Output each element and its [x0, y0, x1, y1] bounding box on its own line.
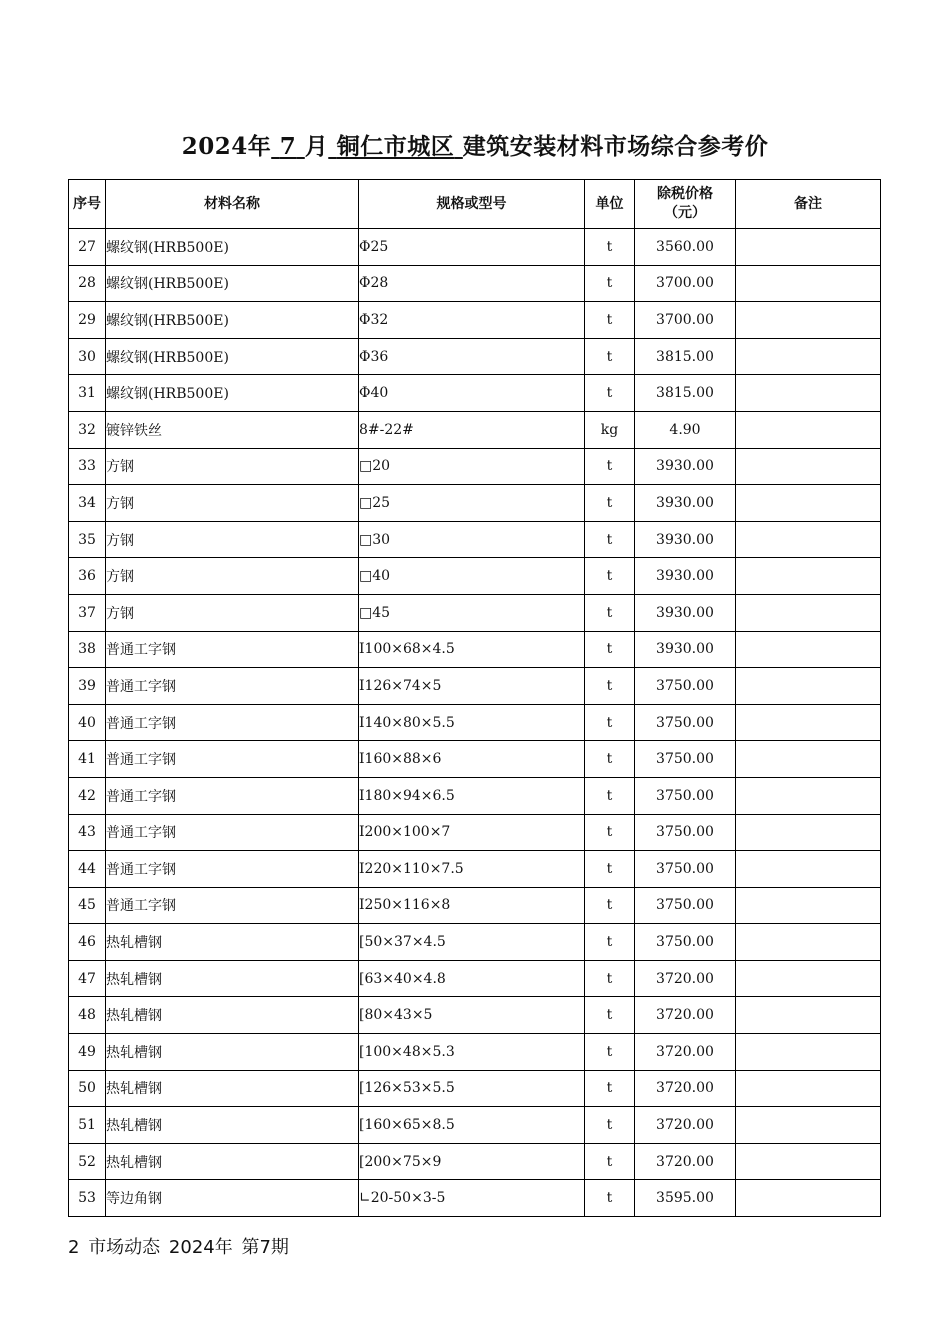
cell-name: 方钢 — [106, 558, 359, 595]
cell-unit: t — [585, 302, 635, 339]
cell-note — [736, 887, 881, 924]
table-row — [69, 741, 881, 778]
cell-name: 螺纹钢(HRB500E) — [106, 375, 359, 412]
page-footer — [68, 1233, 289, 1259]
cell-no: 36 — [69, 558, 106, 595]
cell-name: 热轧槽钢 — [106, 1107, 359, 1144]
cell-no: 45 — [69, 887, 106, 924]
cell-no: 28 — [69, 265, 106, 302]
cell-spec: I126×74×5 — [359, 668, 585, 705]
header-note: 备注 — [736, 180, 881, 229]
cell-price: 3750.00 — [635, 777, 736, 814]
header-name: 材料名称 — [106, 180, 359, 229]
cell-no: 53 — [69, 1180, 106, 1217]
cell-price: 3720.00 — [635, 960, 736, 997]
cell-price: 3750.00 — [635, 704, 736, 741]
cell-price: 3700.00 — [635, 265, 736, 302]
cell-note — [736, 704, 881, 741]
cell-note — [736, 265, 881, 302]
cell-no: 47 — [69, 960, 106, 997]
cell-name: 普通工字钢 — [106, 814, 359, 851]
cell-name: 等边角钢 — [106, 1180, 359, 1217]
cell-note — [736, 338, 881, 375]
cell-name: 普通工字钢 — [106, 887, 359, 924]
cell-name: 普通工字钢 — [106, 704, 359, 741]
cell-name: 螺纹钢(HRB500E) — [106, 302, 359, 339]
cell-note — [736, 777, 881, 814]
cell-no: 34 — [69, 485, 106, 522]
cell-spec: I180×94×6.5 — [359, 777, 585, 814]
cell-price: 4.90 — [635, 411, 736, 448]
cell-unit: t — [585, 594, 635, 631]
cell-spec: I140×80×5.5 — [359, 704, 585, 741]
cell-name: 方钢 — [106, 594, 359, 631]
cell-name: 热轧槽钢 — [106, 997, 359, 1034]
cell-note — [736, 521, 881, 558]
table-row — [69, 1070, 881, 1107]
cell-unit: t — [585, 1107, 635, 1144]
cell-spec: Φ32 — [359, 302, 585, 339]
table-row — [69, 521, 881, 558]
cell-no: 49 — [69, 1034, 106, 1071]
title-month-suffix: 月 — [304, 133, 329, 160]
cell-no: 44 — [69, 851, 106, 888]
cell-unit: t — [585, 960, 635, 997]
cell-note — [736, 229, 881, 266]
table-row — [69, 1143, 881, 1180]
cell-note — [736, 631, 881, 668]
cell-no: 31 — [69, 375, 106, 412]
cell-name: 热轧槽钢 — [106, 960, 359, 997]
table-row — [69, 704, 881, 741]
cell-spec: [100×48×5.3 — [359, 1034, 585, 1071]
header-price: 除税价格 （元） — [635, 180, 736, 229]
table-row — [69, 851, 881, 888]
cell-unit: t — [585, 1070, 635, 1107]
table-body — [69, 229, 881, 1217]
cell-spec: ∟20-50×3-5 — [359, 1180, 585, 1217]
cell-price: 3750.00 — [635, 887, 736, 924]
table-row — [69, 302, 881, 339]
cell-name: 镀锌铁丝 — [106, 411, 359, 448]
cell-price: 3930.00 — [635, 521, 736, 558]
header-no: 序号 — [69, 180, 106, 229]
cell-no: 37 — [69, 594, 106, 631]
cell-price: 3720.00 — [635, 1034, 736, 1071]
cell-no: 42 — [69, 777, 106, 814]
cell-note — [736, 960, 881, 997]
cell-price: 3930.00 — [635, 594, 736, 631]
cell-spec: □40 — [359, 558, 585, 595]
cell-name: 热轧槽钢 — [106, 1070, 359, 1107]
cell-note — [736, 814, 881, 851]
cell-unit: t — [585, 814, 635, 851]
cell-spec: I100×68×4.5 — [359, 631, 585, 668]
cell-unit: t — [585, 265, 635, 302]
table-row — [69, 1034, 881, 1071]
cell-note — [736, 448, 881, 485]
table-row — [69, 375, 881, 412]
cell-price: 3720.00 — [635, 997, 736, 1034]
cell-no: 29 — [69, 302, 106, 339]
cell-name: 热轧槽钢 — [106, 1034, 359, 1071]
cell-note — [736, 375, 881, 412]
table-row — [69, 265, 881, 302]
table-header-row — [69, 180, 881, 229]
cell-price: 3750.00 — [635, 814, 736, 851]
cell-spec: I250×116×8 — [359, 887, 585, 924]
cell-name: 热轧槽钢 — [106, 924, 359, 961]
cell-no: 48 — [69, 997, 106, 1034]
cell-spec: [50×37×4.5 — [359, 924, 585, 961]
cell-note — [736, 1180, 881, 1217]
cell-note — [736, 997, 881, 1034]
cell-unit: t — [585, 668, 635, 705]
cell-price: 3750.00 — [635, 851, 736, 888]
cell-spec: □25 — [359, 485, 585, 522]
cell-no: 52 — [69, 1143, 106, 1180]
header-unit: 单位 — [585, 180, 635, 229]
table-row — [69, 814, 881, 851]
cell-no: 38 — [69, 631, 106, 668]
cell-name: 普通工字钢 — [106, 631, 359, 668]
table-row — [69, 631, 881, 668]
table-row — [69, 448, 881, 485]
cell-name: 方钢 — [106, 521, 359, 558]
cell-spec: Φ25 — [359, 229, 585, 266]
table-row — [69, 485, 881, 522]
cell-note — [736, 411, 881, 448]
cell-note — [736, 558, 881, 595]
cell-name: 普通工字钢 — [106, 851, 359, 888]
cell-spec: [126×53×5.5 — [359, 1070, 585, 1107]
header-spec: 规格或型号 — [359, 180, 585, 229]
title-year: 2024年 — [181, 133, 272, 160]
cell-unit: t — [585, 887, 635, 924]
cell-no: 35 — [69, 521, 106, 558]
cell-price: 3560.00 — [635, 229, 736, 266]
cell-price: 3720.00 — [635, 1070, 736, 1107]
cell-note — [736, 1070, 881, 1107]
cell-no: 27 — [69, 229, 106, 266]
cell-no: 33 — [69, 448, 106, 485]
cell-unit: t — [585, 777, 635, 814]
table-row — [69, 558, 881, 595]
cell-name: 方钢 — [106, 485, 359, 522]
cell-name: 螺纹钢(HRB500E) — [106, 229, 359, 266]
cell-spec: Φ28 — [359, 265, 585, 302]
cell-unit: t — [585, 997, 635, 1034]
footer-page-number: 2 — [68, 1237, 80, 1258]
cell-note — [736, 1034, 881, 1071]
cell-note — [736, 1143, 881, 1180]
cell-spec: I160×88×6 — [359, 741, 585, 778]
cell-note — [736, 302, 881, 339]
cell-unit: t — [585, 229, 635, 266]
cell-spec: □30 — [359, 521, 585, 558]
cell-spec: □20 — [359, 448, 585, 485]
cell-no: 30 — [69, 338, 106, 375]
table-row — [69, 924, 881, 961]
table-row — [69, 411, 881, 448]
cell-price: 3815.00 — [635, 338, 736, 375]
cell-price: 3720.00 — [635, 1143, 736, 1180]
cell-price: 3930.00 — [635, 448, 736, 485]
title-text: 建筑安装材料市场综合参考价 — [462, 133, 769, 160]
cell-spec: I200×100×7 — [359, 814, 585, 851]
cell-no: 41 — [69, 741, 106, 778]
cell-note — [736, 741, 881, 778]
cell-no: 46 — [69, 924, 106, 961]
table-row — [69, 887, 881, 924]
table-row — [69, 997, 881, 1034]
cell-spec: [160×65×8.5 — [359, 1107, 585, 1144]
cell-note — [736, 924, 881, 961]
cell-unit: t — [585, 1143, 635, 1180]
price-table — [68, 179, 881, 1217]
cell-price: 3595.00 — [635, 1180, 736, 1217]
cell-no: 43 — [69, 814, 106, 851]
cell-unit: t — [585, 924, 635, 961]
cell-unit: t — [585, 521, 635, 558]
table-row — [69, 1180, 881, 1217]
cell-no: 40 — [69, 704, 106, 741]
cell-unit: t — [585, 338, 635, 375]
cell-no: 51 — [69, 1107, 106, 1144]
cell-name: 螺纹钢(HRB500E) — [106, 265, 359, 302]
cell-name: 螺纹钢(HRB500E) — [106, 338, 359, 375]
cell-price: 3930.00 — [635, 485, 736, 522]
page-title — [0, 128, 950, 161]
cell-note — [736, 485, 881, 522]
cell-spec: [63×40×4.8 — [359, 960, 585, 997]
cell-spec: Φ36 — [359, 338, 585, 375]
cell-unit: t — [585, 704, 635, 741]
title-month: 7 — [279, 133, 297, 160]
cell-spec: [200×75×9 — [359, 1143, 585, 1180]
cell-spec: Φ40 — [359, 375, 585, 412]
cell-spec: I220×110×7.5 — [359, 851, 585, 888]
cell-unit: t — [585, 485, 635, 522]
cell-name: 普通工字钢 — [106, 777, 359, 814]
table-row — [69, 594, 881, 631]
cell-unit: t — [585, 558, 635, 595]
cell-spec: □45 — [359, 594, 585, 631]
cell-unit: t — [585, 448, 635, 485]
cell-spec: 8#-22# — [359, 411, 585, 448]
cell-unit: t — [585, 1180, 635, 1217]
cell-price: 3750.00 — [635, 741, 736, 778]
cell-unit: t — [585, 631, 635, 668]
footer-text: 市场动态 2024年 第7期 — [88, 1237, 289, 1258]
cell-price: 3815.00 — [635, 375, 736, 412]
table-row — [69, 338, 881, 375]
cell-spec: [80×43×5 — [359, 997, 585, 1034]
cell-name: 热轧槽钢 — [106, 1143, 359, 1180]
cell-unit: t — [585, 375, 635, 412]
cell-price: 3930.00 — [635, 631, 736, 668]
cell-no: 39 — [69, 668, 106, 705]
table-row — [69, 229, 881, 266]
cell-price: 3720.00 — [635, 1107, 736, 1144]
cell-no: 50 — [69, 1070, 106, 1107]
cell-price: 3930.00 — [635, 558, 736, 595]
cell-note — [736, 594, 881, 631]
cell-unit: t — [585, 1034, 635, 1071]
table-row — [69, 668, 881, 705]
cell-name: 普通工字钢 — [106, 741, 359, 778]
cell-name: 普通工字钢 — [106, 668, 359, 705]
table-row — [69, 1107, 881, 1144]
cell-name: 方钢 — [106, 448, 359, 485]
cell-unit: t — [585, 851, 635, 888]
table-row — [69, 960, 881, 997]
cell-price: 3750.00 — [635, 924, 736, 961]
cell-unit: kg — [585, 411, 635, 448]
table-row — [69, 777, 881, 814]
cell-note — [736, 1107, 881, 1144]
cell-price: 3750.00 — [635, 668, 736, 705]
cell-note — [736, 851, 881, 888]
cell-price: 3700.00 — [635, 302, 736, 339]
cell-unit: t — [585, 741, 635, 778]
cell-note — [736, 668, 881, 705]
title-region: 铜仁市城区 — [336, 133, 455, 160]
cell-no: 32 — [69, 411, 106, 448]
